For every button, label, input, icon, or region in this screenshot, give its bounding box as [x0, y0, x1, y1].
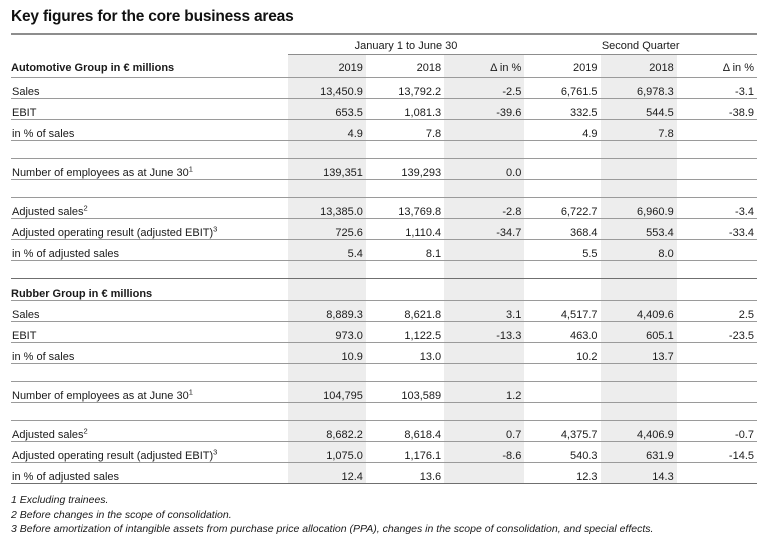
row-label: Number of employees as at June $30^1$: [11, 159, 288, 180]
row-value: [677, 382, 757, 403]
row-value: 13.0: [366, 343, 444, 364]
section-header-row: [11, 279, 757, 301]
row-value: 2.5: [677, 301, 757, 322]
row-value: 5.4: [288, 240, 366, 261]
spacer-cell: [677, 403, 757, 421]
row-label: EBIT: [11, 322, 288, 343]
table-row: [11, 301, 757, 322]
row-value: -2.5: [444, 78, 524, 99]
row-value: -14.5: [677, 442, 757, 463]
section-header-cell: [601, 279, 677, 301]
spacer-cell: [444, 141, 524, 159]
spacer-row: [11, 364, 757, 382]
spacer-row: [11, 141, 757, 159]
row-value: -3.1: [677, 78, 757, 99]
section-header-cell: [524, 279, 600, 301]
table-row: [11, 343, 757, 364]
table-row: [11, 99, 757, 120]
row-value: 7.8: [366, 120, 444, 141]
row-value: 8.1: [366, 240, 444, 261]
row-value: 1.2: [444, 382, 524, 403]
row-value: 103,589: [366, 382, 444, 403]
row-value: 4.9: [524, 120, 600, 141]
row-label: Adjusted operating result (adjusted EBIT)$^3$: [11, 219, 288, 240]
spacer-cell: [677, 180, 757, 198]
section-header-cell: [444, 279, 524, 301]
column-header-row: [11, 55, 757, 78]
spacer-cell: [524, 180, 600, 198]
table-row: [11, 322, 757, 343]
row-value: 13.7: [601, 343, 677, 364]
footnote-marker: 1: [188, 387, 193, 397]
section-label-automotive: Automotive Group in € millions: [11, 62, 175, 74]
spacer-cell: [11, 180, 288, 198]
row-value: 544.5: [601, 99, 677, 120]
spacer-cell: [444, 403, 524, 421]
row-value: 13,450.9: [288, 78, 366, 99]
spacer-cell: [601, 180, 677, 198]
spacer-cell: [601, 141, 677, 159]
row-value: 10.2: [524, 343, 600, 364]
row-value: 8,621.8: [366, 301, 444, 322]
table-row: [11, 442, 757, 463]
spacer-row: [11, 403, 757, 421]
row-value: 8,889.3: [288, 301, 366, 322]
row-label: in % of adjusted sales: [11, 240, 288, 261]
row-label: Adjusted operating result (adjusted EBIT)$^3$: [11, 442, 288, 463]
spacer-cell: [11, 364, 288, 382]
spacer-cell: [366, 261, 444, 279]
row-value: 605.1: [601, 322, 677, 343]
row-value: 973.0: [288, 322, 366, 343]
spacer-cell: [524, 261, 600, 279]
row-value: [524, 382, 600, 403]
row-value: 553.4: [601, 219, 677, 240]
row-value: -2.8: [444, 198, 524, 219]
table-row: [11, 219, 757, 240]
spacer-cell: [288, 141, 366, 159]
row-value: 13,792.2: [366, 78, 444, 99]
section-header-cell: [366, 279, 444, 301]
row-label: Number of employees as at June $30^1$: [11, 382, 288, 403]
table-row: [11, 463, 757, 484]
row-value: 1,075.0: [288, 442, 366, 463]
page-title: Key figures for the core business areas: [11, 8, 294, 25]
row-value: 6,761.5: [524, 78, 600, 99]
row-label: Adjusted sales$^2$: [11, 198, 288, 219]
row-value: 139,293: [366, 159, 444, 180]
spacer-cell: [366, 364, 444, 382]
row-value: 1,176.1: [366, 442, 444, 463]
footnote-marker: 2: [83, 203, 88, 213]
row-value: 4,409.6: [601, 301, 677, 322]
row-value: 5.5: [524, 240, 600, 261]
spacer-cell: [11, 261, 288, 279]
row-value: 13,769.8: [366, 198, 444, 219]
column-header-2: Δ in %: [444, 55, 524, 78]
row-value: 6,960.9: [601, 198, 677, 219]
spacer-cell: [601, 261, 677, 279]
group-header-h1: January 1 to June 30: [354, 40, 458, 52]
footnote-marker: 2: [83, 426, 88, 436]
spacer-cell: [524, 364, 600, 382]
spacer-cell: [11, 141, 288, 159]
row-value: -23.5: [677, 322, 757, 343]
row-value: 12.3: [524, 463, 600, 484]
row-value: 631.9: [601, 442, 677, 463]
row-value: [524, 159, 600, 180]
footnote-marker: 3: [213, 224, 218, 234]
footnote-marker: 3: [213, 447, 218, 457]
row-value: 368.4: [524, 219, 600, 240]
table-row: [11, 159, 757, 180]
row-label: EBIT: [11, 99, 288, 120]
spacer-cell: [288, 403, 366, 421]
key-figures-table: [11, 35, 757, 484]
row-label: in % of sales: [11, 343, 288, 364]
row-value: 14.3: [601, 463, 677, 484]
row-label: in % of sales: [11, 120, 288, 141]
row-value: 4,517.7: [524, 301, 600, 322]
row-value: [444, 120, 524, 141]
spacer-cell: [444, 364, 524, 382]
spacer-cell: [288, 261, 366, 279]
row-value: [601, 382, 677, 403]
footnote-3: 3 Before amortization of intangible assets from purchase price allocation (PPA), changes in the scope of consolidation, and special effects.: [11, 523, 654, 535]
spacer-cell: [601, 403, 677, 421]
row-value: 6,978.3: [601, 78, 677, 99]
group-header-row: [11, 35, 757, 54]
spacer-cell: [677, 364, 757, 382]
spacer-cell: [444, 180, 524, 198]
spacer-cell: [677, 261, 757, 279]
group-header-q2: Second Quarter: [601, 40, 680, 52]
row-value: 1,081.3: [366, 99, 444, 120]
spacer-cell: [366, 403, 444, 421]
column-header-1: 2018: [416, 62, 442, 74]
row-value: [677, 463, 757, 484]
row-value: 4,406.9: [601, 421, 677, 442]
row-value: [444, 240, 524, 261]
row-value: 139,351: [288, 159, 366, 180]
spacer-cell: [288, 364, 366, 382]
spacer-cell: [366, 180, 444, 198]
row-value: -13.3: [444, 322, 524, 343]
row-value: 7.8: [601, 120, 677, 141]
table-row: [11, 382, 757, 403]
row-value: 332.5: [524, 99, 600, 120]
row-value: 653.5: [288, 99, 366, 120]
row-value: -8.6: [444, 442, 524, 463]
row-value: 4,375.7: [524, 421, 600, 442]
row-value: [677, 120, 757, 141]
table-row: [11, 240, 757, 261]
row-value: -3.4: [677, 198, 757, 219]
spacer-cell: [524, 141, 600, 159]
row-value: 1,122.5: [366, 322, 444, 343]
row-value: 4.9: [288, 120, 366, 141]
table-row: [11, 421, 757, 442]
row-value: 13,385.0: [288, 198, 366, 219]
row-value: 0.7: [444, 421, 524, 442]
row-value: [677, 159, 757, 180]
section-header-cell: [677, 279, 757, 301]
footnote-marker: 1: [188, 164, 193, 174]
section-header-cell: [288, 279, 366, 301]
footnote-2: 2 Before changes in the scope of consolidation.: [11, 508, 232, 521]
row-value: 8,618.4: [366, 421, 444, 442]
row-value: 8.0: [601, 240, 677, 261]
column-header-3: 2019: [573, 62, 598, 74]
row-value: 540.3: [524, 442, 600, 463]
row-value: -38.9: [677, 99, 757, 120]
table-row: [11, 198, 757, 219]
column-header-5: Δ in %: [722, 62, 754, 74]
spacer-cell: [366, 141, 444, 159]
row-value: [444, 463, 524, 484]
row-value: [444, 343, 524, 364]
row-value: 725.6: [288, 219, 366, 240]
row-value: 8,682.2: [288, 421, 366, 442]
spacer-cell: [524, 403, 600, 421]
spacer-cell: [601, 364, 677, 382]
row-value: 6,722.7: [524, 198, 600, 219]
row-value: -39.6: [444, 99, 524, 120]
column-header-0: 2019: [288, 55, 366, 78]
row-value: [677, 240, 757, 261]
footnote-1: 1 Excluding trainees.: [11, 494, 109, 506]
column-header-4: 2018: [601, 55, 677, 78]
spacer-row: [11, 180, 757, 198]
table-row: [11, 78, 757, 99]
row-value: -34.7: [444, 219, 524, 240]
bottom-rule-cell: [11, 484, 757, 485]
spacer-cell: [677, 141, 757, 159]
row-value: 104,795: [288, 382, 366, 403]
spacer-cell: [11, 403, 288, 421]
row-label: in % of adjusted sales: [11, 463, 288, 484]
row-value: 463.0: [524, 322, 600, 343]
spacer-cell: [288, 180, 366, 198]
table-row: [11, 120, 757, 141]
group-header-spacer: [11, 35, 288, 54]
row-value: 3.1: [444, 301, 524, 322]
row-label: Sales: [11, 78, 288, 99]
row-value: 1,110.4: [366, 219, 444, 240]
footnotes: [11, 493, 757, 537]
table-bottom-rule: [11, 484, 757, 485]
row-value: 0.0: [444, 159, 524, 180]
row-value: [677, 343, 757, 364]
row-value: -0.7: [677, 421, 757, 442]
row-value: 10.9: [288, 343, 366, 364]
row-label: Sales: [11, 301, 288, 322]
section-gap-row: [11, 261, 757, 279]
table-body: [11, 35, 757, 484]
row-value: [601, 159, 677, 180]
row-value: -33.4: [677, 219, 757, 240]
row-value: 12.4: [288, 463, 366, 484]
spacer-cell: [444, 261, 524, 279]
row-label: Adjusted sales$^2$: [11, 421, 288, 442]
section-label-rubber: Rubber Group in € millions: [11, 279, 288, 301]
row-value: 13.6: [366, 463, 444, 484]
